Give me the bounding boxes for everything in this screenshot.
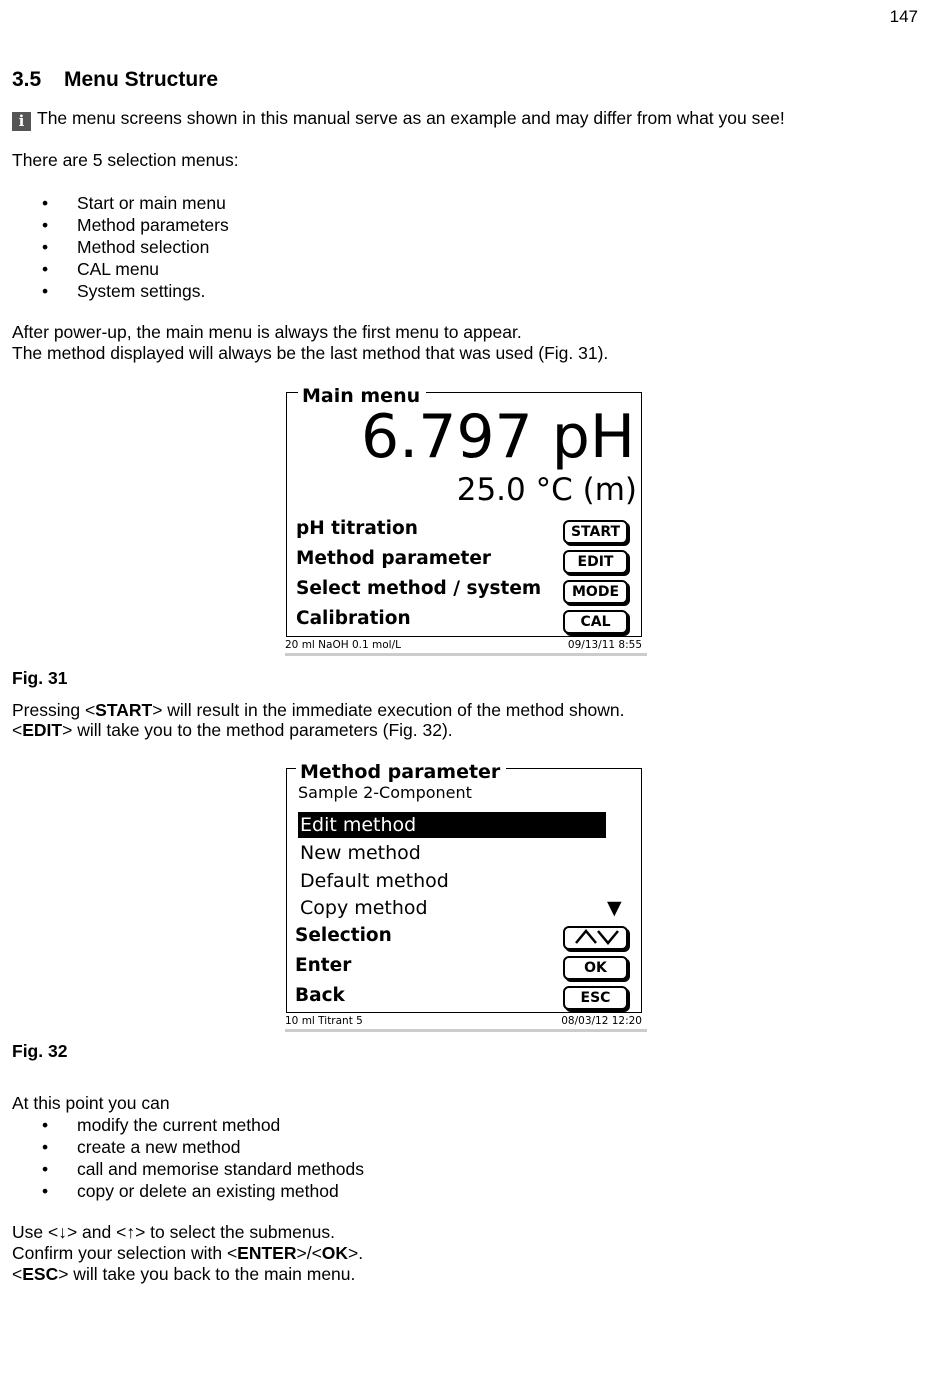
row-label-select-method: Select method / system bbox=[296, 578, 542, 599]
info-note-text: The menu screens shown in this manual serve as an example and may differ from what you see! bbox=[37, 108, 785, 128]
pressing-line-2 bbox=[12, 720, 453, 741]
esc-key[interactable]: ESC bbox=[563, 986, 628, 1010]
ok-key[interactable]: OK bbox=[563, 956, 628, 980]
at-point-text: At this point you can bbox=[12, 1093, 170, 1113]
edit-key[interactable]: EDIT bbox=[563, 550, 628, 574]
list-item: • Method parameters bbox=[12, 214, 229, 236]
intro-text: There are 5 selection menus: bbox=[12, 150, 239, 170]
updown-arrows-icon[interactable] bbox=[563, 926, 628, 950]
row-label-selection: Selection bbox=[295, 925, 392, 946]
ph-reading: 6.797 pH bbox=[360, 402, 635, 472]
row-label-method-parameter: Method parameter bbox=[296, 548, 492, 569]
updown-arrows-glyph bbox=[568, 928, 624, 946]
text-part: >/< bbox=[296, 1243, 322, 1263]
section-title: Menu Structure bbox=[64, 68, 219, 91]
page-number: 147 bbox=[889, 7, 918, 26]
capabilities-list bbox=[12, 1114, 364, 1202]
main-menu-title: Main menu bbox=[298, 386, 426, 406]
row-label-enter: Enter bbox=[295, 955, 352, 976]
list-item: • CAL menu bbox=[12, 258, 229, 280]
list-item: • create a new method bbox=[12, 1136, 364, 1158]
info-note bbox=[12, 108, 785, 131]
status-datetime: 09/13/11 8:55 bbox=[567, 639, 642, 651]
scroll-down-icon: ▼ bbox=[607, 897, 622, 919]
section-heading bbox=[12, 68, 218, 92]
text-part: < bbox=[12, 720, 23, 740]
powerup-line-1: After power-up, the main menu is always the first menu to appear. bbox=[12, 322, 522, 342]
use-line-1: Use <↓> and <↑> to select the submenus. bbox=[12, 1222, 335, 1242]
menus-list bbox=[12, 192, 229, 302]
method-subtitle: Sample 2-Component bbox=[298, 783, 472, 802]
status-method: 10 ml Titrant 5 bbox=[285, 1015, 363, 1027]
method-parameter-screen bbox=[285, 760, 647, 1032]
status-datetime: 08/03/12 12:20 bbox=[561, 1015, 642, 1027]
cal-key[interactable]: CAL bbox=[563, 610, 628, 634]
text-part: > will result in the immediate execution of the method shown. bbox=[152, 700, 625, 720]
list-item: • System settings. bbox=[12, 280, 229, 302]
method-parameter-title: Method parameter bbox=[296, 762, 506, 782]
edit-key-ref: EDIT bbox=[22, 720, 63, 740]
powerup-line-2: The method displayed will always be the last method that was used (Fig. 31). bbox=[12, 343, 609, 363]
start-key-ref: START bbox=[95, 700, 153, 720]
pressing-line-1 bbox=[12, 700, 624, 721]
text-part: Pressing < bbox=[12, 700, 96, 720]
fig-31-caption: Fig. 31 bbox=[12, 668, 68, 688]
list-item: • Method selection bbox=[12, 236, 229, 258]
ok-key-ref: OK bbox=[321, 1243, 349, 1263]
use-line-3 bbox=[12, 1264, 355, 1285]
row-label-ph-titration: pH titration bbox=[296, 518, 418, 539]
option-new-method[interactable]: New method bbox=[300, 842, 421, 864]
start-key[interactable]: START bbox=[563, 520, 628, 544]
info-icon: i bbox=[12, 112, 31, 131]
text-part: >. bbox=[348, 1243, 364, 1263]
temperature-reading: 25.0 °C (m) bbox=[456, 472, 637, 508]
row-label-calibration: Calibration bbox=[296, 608, 411, 629]
text-part: < bbox=[12, 1264, 23, 1284]
list-item: • modify the current method bbox=[12, 1114, 364, 1136]
list-item: • call and memorise standard methods bbox=[12, 1158, 364, 1180]
option-default-method[interactable]: Default method bbox=[300, 870, 449, 892]
status-method: 20 ml NaOH 0.1 mol/L bbox=[285, 639, 401, 651]
fig-32-caption: Fig. 32 bbox=[12, 1041, 68, 1061]
list-item: • copy or delete an existing method bbox=[12, 1180, 364, 1202]
esc-key-ref: ESC bbox=[22, 1264, 59, 1284]
mode-key[interactable]: MODE bbox=[563, 580, 628, 604]
text-part: > will take you to the method parameters (Fig. 32). bbox=[62, 720, 453, 740]
section-number: 3.5 bbox=[12, 68, 42, 91]
status-bar bbox=[285, 1015, 647, 1032]
option-copy-method[interactable]: Copy method bbox=[300, 897, 428, 919]
text-part: > will take you back to the main menu. bbox=[58, 1264, 356, 1284]
row-label-back: Back bbox=[295, 985, 345, 1006]
list-item: • Start or main menu bbox=[12, 192, 229, 214]
use-line-2 bbox=[12, 1243, 363, 1264]
status-bar bbox=[285, 639, 647, 656]
text-part: Confirm your selection with < bbox=[12, 1243, 238, 1263]
main-menu-screen bbox=[285, 385, 647, 657]
enter-key-ref: ENTER bbox=[237, 1243, 297, 1263]
option-edit-method[interactable]: Edit method bbox=[298, 812, 606, 838]
